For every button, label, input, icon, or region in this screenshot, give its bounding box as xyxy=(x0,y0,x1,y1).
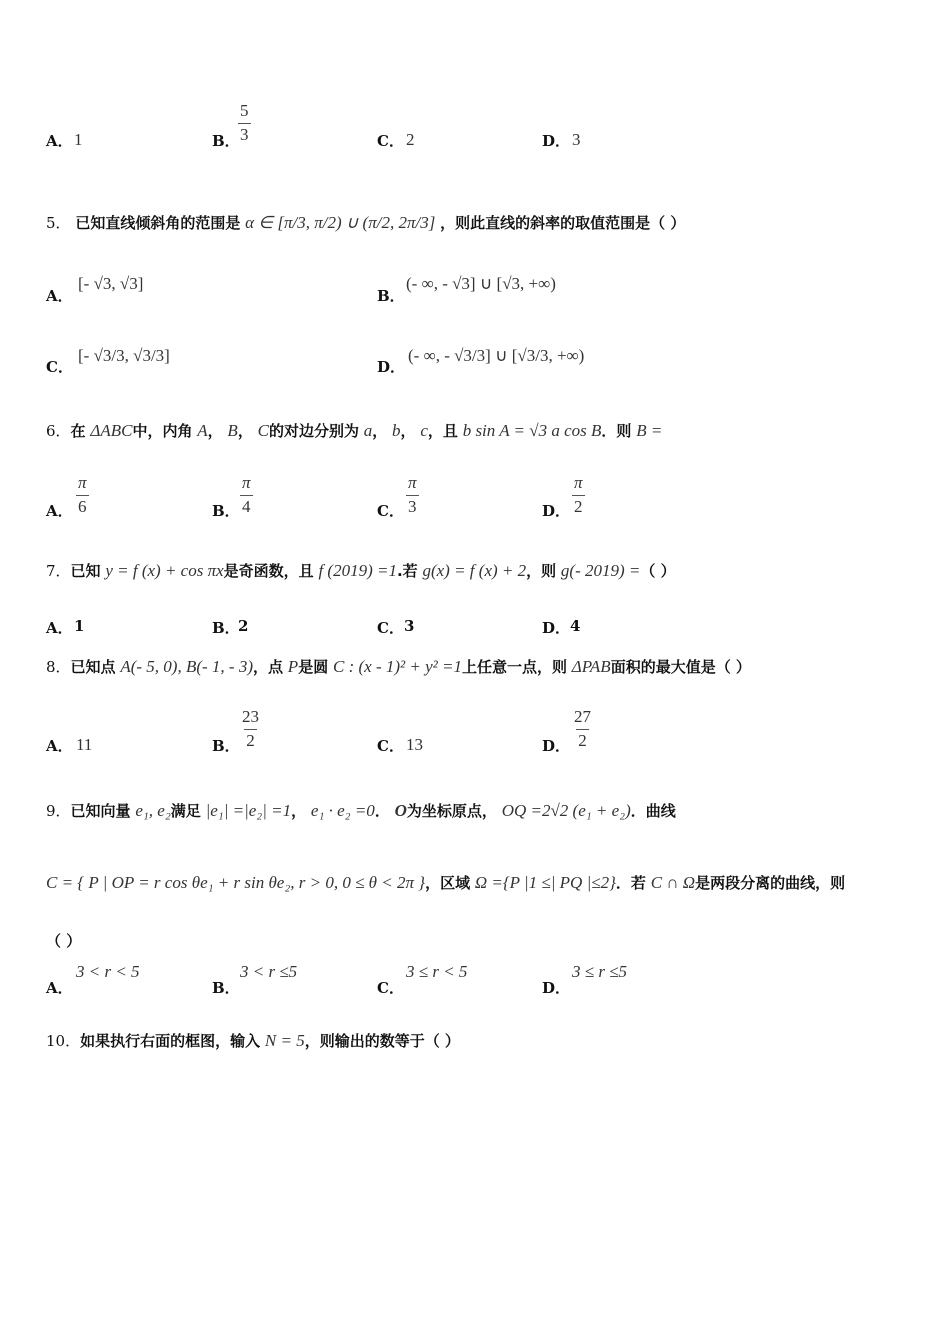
q6-math: b xyxy=(392,421,401,440)
q7-number: 7． xyxy=(46,562,71,580)
q10-text: ，则输出的数等于（ ） xyxy=(304,1032,460,1050)
q9-answer-paren: （ ） xyxy=(46,932,82,950)
q8-option-c: 13 xyxy=(406,735,423,754)
denominator: 3 xyxy=(408,496,417,516)
q6-condition: b sin A = √3 a cos B xyxy=(462,421,602,440)
q4-option-c-label: C． xyxy=(377,132,404,150)
q9-option-c: 3 ≤ r < 5 xyxy=(406,962,468,981)
numerator: 23 xyxy=(242,707,259,726)
numerator: 5 xyxy=(240,101,249,120)
q6-text: 中，内角 xyxy=(132,422,193,440)
q9-text: 是两段分离的曲线，则 xyxy=(695,874,846,892)
q9-text: ， xyxy=(291,802,307,820)
numerator: π xyxy=(242,473,251,492)
q6-math: c xyxy=(420,421,428,440)
denominator: 2 xyxy=(574,496,583,516)
q7-text: 已知 xyxy=(70,562,101,580)
q9-option-d: 3 ≤ r ≤5 xyxy=(572,962,628,981)
q9-option-c-label: C． xyxy=(377,979,404,997)
q5-option-b-label: B． xyxy=(377,287,405,305)
q4-option-a-value: 1 xyxy=(74,130,83,149)
q8-option-a: 11 xyxy=(76,735,93,754)
q5-text-after: ，则此直线的斜率的取值范围是（ ） xyxy=(440,214,686,232)
q5-option-a: [- √3, √3] xyxy=(78,274,144,293)
numerator: π xyxy=(574,473,583,492)
q9-math: e₁, e₂ xyxy=(135,801,171,820)
q6-text: ， xyxy=(400,422,416,440)
q9-stem-line2 xyxy=(46,872,845,893)
q8-text: 已知点 xyxy=(70,658,116,676)
q4-option-a-label: A． xyxy=(46,132,73,150)
q9-text: 为坐标原点， xyxy=(406,802,497,820)
q9-number: 9． xyxy=(46,802,71,820)
q9-text: 已知向量 xyxy=(70,802,131,820)
q7-math: g(- 2019) = xyxy=(560,561,641,580)
q8-option-b-fraction xyxy=(240,708,261,750)
q9-origin: O xyxy=(394,801,407,820)
q6-option-a-label: A． xyxy=(46,502,73,520)
q9-text: ． xyxy=(374,802,390,820)
q6-option-b-fraction xyxy=(240,474,253,516)
q5-stem xyxy=(46,212,685,233)
q5-option-c-label: C． xyxy=(46,358,73,376)
q6-option-d-label: D． xyxy=(542,502,571,520)
q5-option-b: (- ∞, - √3] ∪ [√3, +∞) xyxy=(406,274,556,293)
q7-text: .若 xyxy=(396,562,418,580)
q7-text: 是奇函数，且 xyxy=(223,562,314,580)
q10-stem xyxy=(46,1030,460,1051)
q9-curve-def: C = { P | OP = r cos θe₁ + r sin θe₂, r > 0, 0 ≤ θ < 2π } xyxy=(46,873,426,892)
q9-math: |e₁| =|e₂| =1 xyxy=(205,801,292,820)
q9-text: ．若 xyxy=(615,874,646,892)
q4-option-b-fraction xyxy=(238,102,251,144)
q6-text: ，且 xyxy=(427,422,458,440)
q7-option-d-label: D． xyxy=(542,619,571,637)
q6-math: ΔABC xyxy=(90,421,133,440)
q6-math: B = xyxy=(636,421,663,440)
q7-stem xyxy=(46,560,676,581)
q10-text: 如果执行右面的框图，输入 xyxy=(80,1032,261,1050)
denominator: 4 xyxy=(242,496,251,516)
q5-option-d-label: D． xyxy=(377,358,406,376)
q9-text: ，区域 xyxy=(425,874,471,892)
q6-stem xyxy=(46,420,662,441)
q7-option-d: 4 xyxy=(570,617,581,635)
q8-math: P xyxy=(287,657,299,676)
q9-text: 满足 xyxy=(170,802,201,820)
q8-math: ΔPAB xyxy=(571,657,611,676)
q9-text: ．曲线 xyxy=(630,802,676,820)
q8-math: C : (x - 1)² + y² =1 xyxy=(332,657,462,676)
q7-math: g(x) = f (x) + 2 xyxy=(422,561,527,580)
q5-option-c: [- √3/3, √3/3] xyxy=(78,346,170,365)
q6-math: C xyxy=(257,421,269,440)
q9-option-d-label: D． xyxy=(542,979,571,997)
numerator: π xyxy=(408,473,417,492)
q9-region-def: Ω ={P |1 ≤| PQ |≤2} xyxy=(474,873,616,892)
q6-option-c-fraction xyxy=(406,474,419,516)
denominator: 3 xyxy=(240,124,249,144)
q7-option-c: 3 xyxy=(404,617,415,635)
q6-math: a xyxy=(363,421,373,440)
q7-math: f (2019) =1 xyxy=(318,561,397,580)
q7-option-a: 1 xyxy=(74,617,85,635)
q8-option-a-label: A． xyxy=(46,737,73,755)
q5-option-d: (- ∞, - √3/3] ∪ [√3/3, +∞) xyxy=(408,346,585,365)
q8-option-d-fraction xyxy=(572,708,593,750)
q6-text: 的对边分别为 xyxy=(268,422,359,440)
q9-math: e₁ · e₂ =0 xyxy=(310,801,375,820)
q6-text: ， xyxy=(237,422,253,440)
q10-math: N = 5 xyxy=(264,1031,305,1050)
q7-option-b-label: B． xyxy=(212,619,240,637)
q7-option-b: 2 xyxy=(238,617,249,635)
q8-math: A(- 5, 0), B(- 1, - 3) xyxy=(120,657,253,676)
q5-option-a-label: A． xyxy=(46,287,73,305)
q9-math: C ∩ Ω xyxy=(650,873,696,892)
q4-option-d-value: 3 xyxy=(572,130,581,149)
q9-stem-line1 xyxy=(46,800,676,821)
q9-option-b: 3 < r ≤5 xyxy=(240,962,298,981)
q8-option-c-label: C． xyxy=(377,737,404,755)
q4-option-b-label: B． xyxy=(212,132,240,150)
q9-option-b-label: B． xyxy=(212,979,240,997)
q7-math: y = f (x) + cos πx xyxy=(105,561,224,580)
q6-option-b-label: B． xyxy=(212,502,240,520)
q6-math: B xyxy=(227,421,238,440)
denominator: 6 xyxy=(78,496,87,516)
q9-option-a-label: A． xyxy=(46,979,73,997)
q8-number: 8． xyxy=(46,658,71,676)
q9-math: OQ =2√2 (e₁ + e₂) xyxy=(501,801,631,820)
denominator: 2 xyxy=(246,730,255,750)
q6-math: A xyxy=(197,421,208,440)
q5-angle-range: α ∈ [π/3, π/2) ∪ (π/2, 2π/3] xyxy=(245,213,436,232)
q6-option-c-label: C． xyxy=(377,502,404,520)
q6-text: 在 xyxy=(70,422,86,440)
q10-number: 10． xyxy=(46,1032,81,1050)
q8-option-d-label: D． xyxy=(542,737,571,755)
q5-text-before: 已知直线倾斜角的范围是 xyxy=(75,214,241,232)
q6-number: 6． xyxy=(46,422,71,440)
q7-option-a-label: A． xyxy=(46,619,73,637)
q6-option-a-fraction xyxy=(76,474,89,516)
q6-text: ， xyxy=(372,422,388,440)
q8-stem xyxy=(46,656,751,677)
q4-option-c-value: 2 xyxy=(406,130,415,149)
q5-number: 5． xyxy=(46,214,71,232)
numerator: 27 xyxy=(574,707,591,726)
q6-text: ．则 xyxy=(601,422,632,440)
numerator: π xyxy=(78,473,87,492)
q8-text: 上任意一点，则 xyxy=(461,658,567,676)
q4-option-d-label: D． xyxy=(542,132,571,150)
q9-option-a: 3 < r < 5 xyxy=(76,962,140,981)
q7-option-c-label: C． xyxy=(377,619,404,637)
q6-text: ， xyxy=(207,422,223,440)
q7-text: （ ） xyxy=(640,562,676,580)
q8-text: 是圆 xyxy=(298,658,329,676)
q8-text: ，点 xyxy=(253,658,284,676)
q7-text: ，则 xyxy=(526,562,557,580)
denominator: 2 xyxy=(578,730,587,750)
q8-text: 面积的最大值是（ ） xyxy=(610,658,751,676)
q6-option-d-fraction xyxy=(572,474,585,516)
q8-option-b-label: B． xyxy=(212,737,240,755)
